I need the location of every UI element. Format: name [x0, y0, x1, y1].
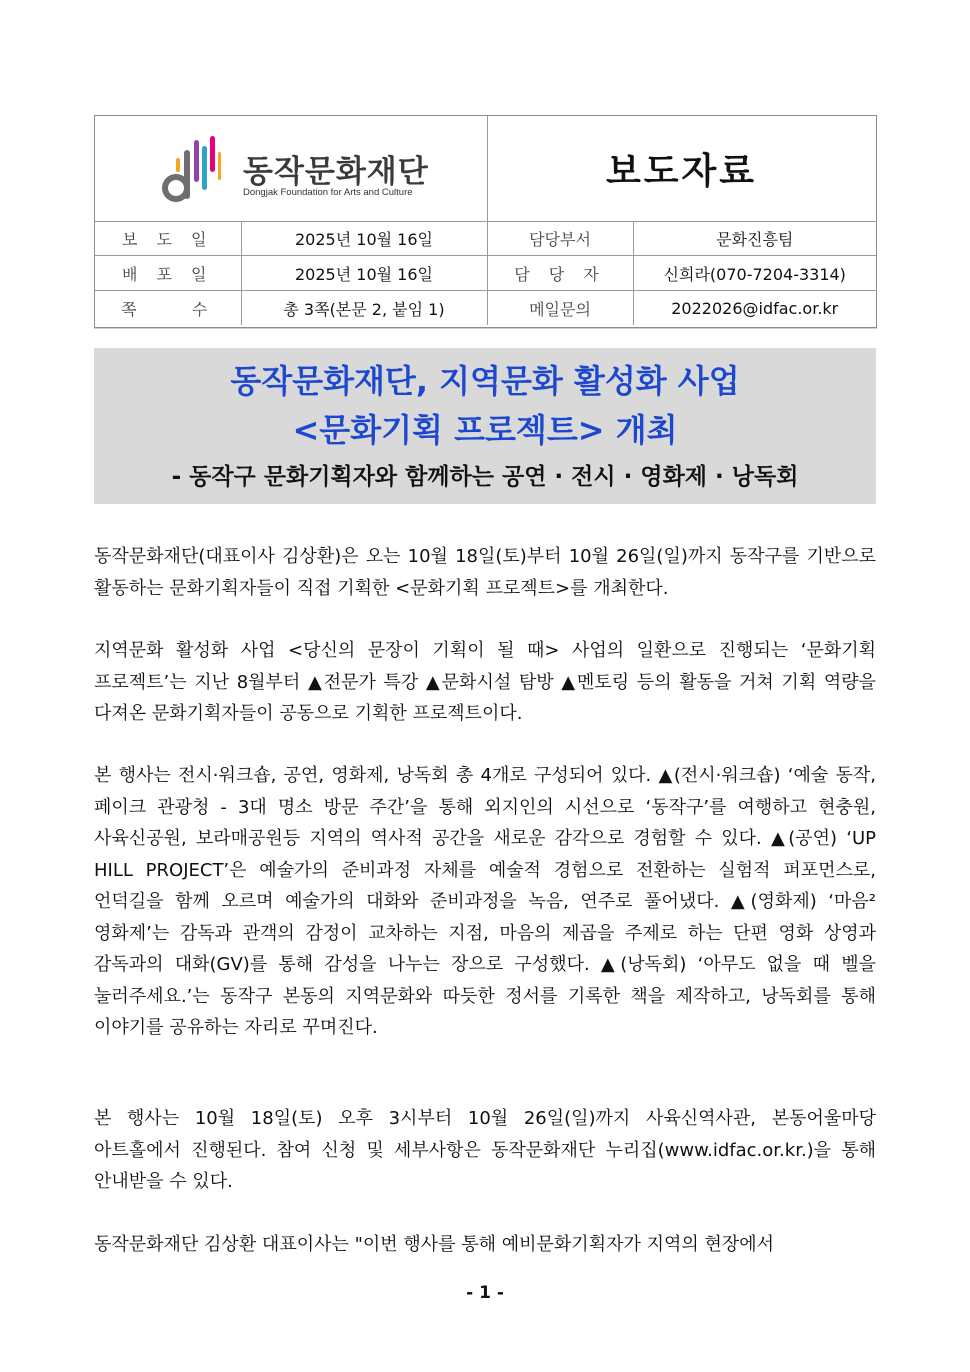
paragraph-1: 동작문화재단(대표이사 김상환)은 오는 10월 18일(토)부터 10월 26일(일)까지 동작구를 기반으로 활동하는 문화기획자들이 직접 기획한 <문화기획 프로젝트>를 개최한다. [94, 546, 876, 599]
info-row-release-date [95, 221, 876, 256]
logo-name: 동작문화재단 [243, 154, 429, 190]
info-label: 담당부서 [487, 221, 633, 256]
paragraph-3: 본 행사는 전시·워크숍, 공연, 영화제, 낭독회 총 4개로 구성되어 있다. ▲(전시·워크숍) ‘예술 동작, 페이크 관광청 - 3대 명소 방문 주간’을 통해 외지인의 시선으로 ‘동작구’를 여행하고 현충원, 사육신공원, 보라매공원등 지역의 역사적 공간을 새로운 감각으로 경험할 수 있다. ▲(공연) ‘UP HILL PROJECT’은 예술가의 준비과정 자체를 예술적 경험으로 전환하는 실험적 퍼포먼스로, 언덕길을 함께 오르며 예술가의 대화와 준비과정을 녹음, 연주로 풀어냈다. ▲(영화제) ‘마음² 영화제’는 감독과 관객의 감정이 교차하는 지점, 마음의 제곱을 주제로 하는 단편 영화 상영과 감독과의 대화(GV)를 통해 감성을 나누는 장으로 구성했다. ▲(낭독회) ‘아무도 없을 때 벨을 눌러주세요.’는 동작구 본동의 지역문화와 따듯한 정서를 기록한 책을 제작하고, 낭독회를 통해 이야기를 공유하는 자리로 꾸며진다. [94, 765, 876, 1038]
info-label: 메일문의 [487, 291, 633, 326]
headline-line-2: <문화기획 프로젝트> 개최 [292, 411, 678, 449]
paragraph-2: 지역문화 활성화 사업 <당신의 문장이 기획이 될 때> 사업의 일환으로 진행되는 ‘문화기획 프로젝트’는 지난 8월부터 ▲전문가 특강 ▲문화시설 탐방 ▲멘토링 등의 활동을 거쳐 기획 역량을 다져온 문화기획자들이 공동으로 기획한 프로젝트이다. [94, 640, 876, 724]
page-number: - 1 - [466, 1283, 504, 1303]
info-row-pages [95, 291, 876, 326]
paragraph-5: 동작문화재단 김상환 대표이사는 "이번 행사를 통해 예비문화기획자가 지역의 현장에서 [94, 1234, 775, 1255]
logo-english-name: Dongjak Foundation for Arts and Culture [243, 187, 413, 198]
headline-subtitle: - 동작구 문화기획자와 함께하는 공연 · 전시 · 영화제 · 낭독회 [171, 464, 799, 490]
info-label: 담 당 자 [487, 256, 633, 291]
info-value: 신희라(070-7204-3314) [633, 256, 876, 291]
info-label: 쪽 수 [95, 291, 241, 326]
headline-line-1: 동작문화재단, 지역문화 활성화 사업 [230, 362, 740, 400]
document-type-title: 보도자료 [605, 151, 758, 192]
info-value: 2025년 10월 16일 [241, 221, 487, 256]
info-label: 보 도 일 [95, 221, 241, 256]
contact-email: 2022026@idfac.or.kr [671, 298, 839, 318]
header-top-row [95, 116, 876, 222]
info-row-distribution-date [95, 256, 876, 291]
headline-box [94, 348, 876, 504]
info-value: 2025년 10월 16일 [241, 256, 487, 291]
info-value: 총 3쪽(본문 2, 붙임 1) [241, 291, 487, 326]
foundation-logo-icon [161, 136, 221, 206]
logo-cell [95, 116, 488, 221]
info-value: 문화진흥팀 [633, 221, 876, 256]
info-label: 배 포 일 [95, 256, 241, 291]
paragraph-4: 본 행사는 10월 18일(토) 오후 3시부터 10월 26일(일)까지 사육신역사관, 본동어울마당 아트홀에서 진행된다. 참여 신청 및 세부사항은 동작문화재단 누리집(www.idfac.or.kr.)을 통해 안내받을 수 있다. [94, 1108, 876, 1192]
press-header [94, 115, 877, 328]
release-info-table [95, 221, 876, 325]
